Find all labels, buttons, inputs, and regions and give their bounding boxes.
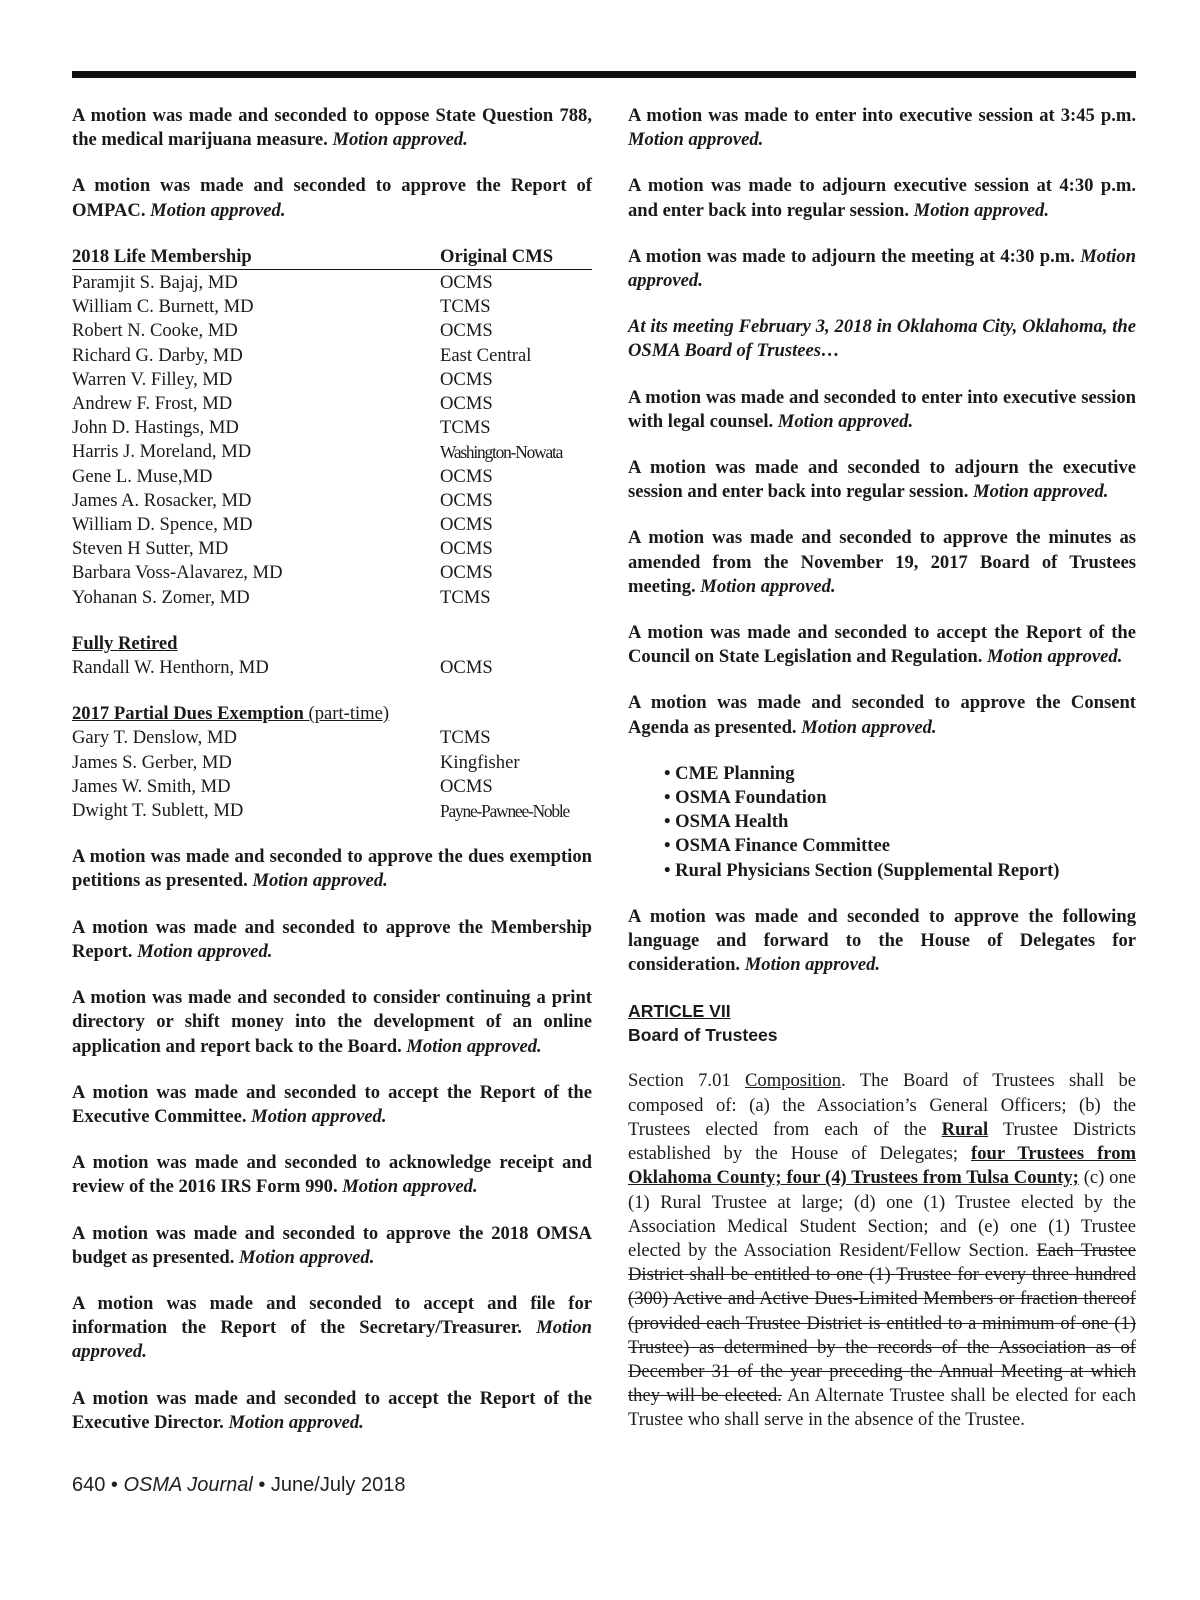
page-number: 640 • bbox=[72, 1474, 124, 1496]
table-row: Steven H Sutter, MD OCMS bbox=[72, 538, 493, 560]
table-row: Gene L. Muse,MD OCMS bbox=[72, 465, 493, 487]
motion-irs-990: A motion was made and seconded to acknowledge receipt and review of the 2016 IRS Form 990. Motion approved. bbox=[72, 1152, 592, 1198]
table-row: James S. Gerber, MD Kingfisher bbox=[72, 751, 520, 773]
list-item: • CME Planning bbox=[664, 762, 1136, 786]
article-heading bbox=[628, 999, 1136, 1047]
table-row: William C. Burnett, MD TCMS bbox=[72, 296, 491, 318]
partial-dues-table bbox=[72, 702, 592, 823]
top-rule bbox=[72, 71, 1136, 78]
motion-forward-language: A motion was made and seconded to approve the following language and forward to the House of Delegates for consideration. Motion approved. bbox=[628, 905, 1136, 976]
motion-executive-director: A motion was made and seconded to accept the Report of the Executive Director. Motion approved. bbox=[72, 1387, 592, 1433]
table-row: Richard G. Darby, MD East Central bbox=[72, 344, 532, 366]
list-item: • Rural Physicians Section (Supplemental Report) bbox=[664, 859, 1136, 883]
composition-term: Composition bbox=[745, 1070, 842, 1092]
struck-text: Each Trustee District shall be entitled to one (1) Trustee for every three hundred (300) Active and Active Dues-Limited Members or fraction thereof (provided each Trustee District is entitled to a minimum of one (1) Trustee) as determined by the records of the Association as of December 31 of the year preceding the Annual Meeting at which they will be elected. bbox=[628, 1239, 1137, 1407]
partial-dues-heading-line bbox=[72, 702, 592, 726]
motion-adjourn-meeting: A motion was made to adjourn the meeting at 4:30 p.m. Motion approved. bbox=[628, 245, 1136, 292]
table-row: Randall W. Henthorn, MD OCMS bbox=[72, 657, 493, 679]
table-row: Andrew F. Frost, MD OCMS bbox=[72, 393, 493, 415]
table-row: Barbara Voss-Alavarez, MD OCMS bbox=[72, 562, 493, 584]
motion-secretary-treasurer: A motion was made and seconded to accept and file for information the Report of the Secretary/Treasurer. Motion approved. bbox=[72, 1292, 592, 1363]
motion-omsa-budget: A motion was made and seconded to approve the 2018 OMSA budget as presented. Motion approved. bbox=[72, 1222, 592, 1268]
motion-enter-exec-session: A motion was made to enter into executive session at 3:45 p.m. Motion approved. bbox=[628, 105, 1136, 151]
partial-dues-heading: 2017 Partial Dues Exemption bbox=[72, 703, 304, 725]
original-cms-heading: Original CMS bbox=[440, 245, 592, 270]
table-row: James A. Rosacker, MD OCMS bbox=[72, 489, 493, 511]
motion-legal-counsel: A motion was made and seconded to enter into executive session with legal counsel. Motion approved. bbox=[628, 386, 1136, 432]
motion-consent-agenda: A motion was made and seconded to approve the Consent Agenda as presented. Motion approved. bbox=[628, 692, 1136, 738]
article-subtitle: Board of Trustees bbox=[628, 1025, 778, 1046]
table-row: Dwight T. Sublett, MD Payne-Pawnee-Noble bbox=[72, 800, 570, 822]
motion-regular-session: A motion was made and seconded to adjourn the executive session and enter back into regular session. Motion approved. bbox=[628, 457, 1136, 503]
section-7-01-text: Section 7.01 Composition. The Board of Trustees shall be composed of: (a) the Association’s General Officers; (b) the Trustees elected from each of the Rural Trustee Districts established by the House of Delegates; four Trustees from Oklahoma County; four (4) Trustees from Tulsa County; (c) one (1) Rural Trustee at large; (d) one (1) Trustee elected by the Association Medical Student Section; and (e) one (1) Trustee elected by the Association Resident/Fellow Section. Each Trustee District shall be entitled to one (1) Trustee for every three hundred (300) Active and Active Dues-Limited Members or fraction thereof (provided each Trustee District is entitled to a minimum of one (1) Trustee) as determined by the records of the Association as of December 31 of the year preceding the Annual Meeting at which they will be elected. An Alternate Trustee shall be elected for each Trustee who shall serve in the absence of the Trustee. bbox=[628, 1070, 1137, 1431]
life-membership-table bbox=[72, 245, 592, 610]
motion-print-directory: A motion was made and seconded to consider continuing a print directory or shift money into the development of an online application and report back to the Board. Motion approved. bbox=[72, 987, 592, 1057]
fully-retired-table bbox=[72, 632, 592, 680]
table-row: Paramjit S. Bajaj, MD OCMS bbox=[72, 272, 493, 294]
journal-name: OSMA Journal bbox=[123, 1474, 253, 1496]
table-row: Yohanan S. Zomer, MD TCMS bbox=[72, 586, 491, 608]
table-row: Warren V. Filley, MD OCMS bbox=[72, 368, 493, 390]
motion-state-legislation: A motion was made and seconded to accept the Report of the Council on State Legislation and Regulation. Motion approved. bbox=[628, 622, 1136, 668]
motion-adjourn-exec-session: A motion was made to adjourn executive session at 4:30 p.m. and enter back into regular session. Motion approved. bbox=[628, 175, 1136, 221]
meeting-intro: At its meeting February 3, 2018 in Oklahoma City, Oklahoma, the OSMA Board of Trustees… bbox=[628, 316, 1136, 362]
motion-minutes: A motion was made and seconded to approve the minutes as amended from the November 19, 2017 Board of Trustees meeting. Motion approved. bbox=[628, 527, 1136, 597]
fully-retired-heading: Fully Retired bbox=[72, 632, 178, 654]
list-item: • OSMA Health bbox=[664, 810, 1136, 834]
motion-sq788: A motion was made and seconded to oppose State Question 788, the medical marijuana measure. Motion approved. bbox=[72, 105, 592, 151]
table-row: Gary T. Denslow, MD TCMS bbox=[72, 727, 491, 749]
motion-membership-report: A motion was made and seconded to approve the Membership Report. Motion approved. bbox=[72, 916, 592, 962]
table-row: William D. Spence, MD OCMS bbox=[72, 514, 493, 536]
partial-dues-note: (part-time) bbox=[303, 703, 390, 725]
life-membership-heading: 2018 Life Membership bbox=[72, 245, 440, 270]
table-row: John D. Hastings, MD TCMS bbox=[72, 417, 491, 439]
list-item: • OSMA Foundation bbox=[664, 786, 1136, 810]
table-row: James W. Smith, MD OCMS bbox=[72, 775, 493, 797]
rural-term: Rural bbox=[941, 1118, 989, 1140]
motion-executive-committee: A motion was made and seconded to accept the Report of the Executive Committee. Motion approved. bbox=[72, 1081, 592, 1127]
table-row: Harris J. Moreland, MD Washington-Nowata bbox=[72, 441, 563, 463]
left-column bbox=[72, 104, 592, 1435]
issue-date: • June/July 2018 bbox=[252, 1474, 406, 1496]
table-row: Robert N. Cooke, MD OCMS bbox=[72, 320, 493, 342]
consent-agenda-list bbox=[628, 762, 1136, 883]
right-column bbox=[628, 104, 1136, 1433]
list-item: • OSMA Finance Committee bbox=[664, 834, 1136, 858]
article-title: ARTICLE VII bbox=[628, 1001, 731, 1022]
motion-ompac: A motion was made and seconded to approve the Report of OMPAC. Motion approved. bbox=[72, 175, 592, 221]
motion-dues-exemption: A motion was made and seconded to approve the dues exemption petitions as presented. Motion approved. bbox=[72, 846, 592, 892]
life-membership-header bbox=[72, 245, 592, 271]
inserted-text: four Trustees from Oklahoma County; four (4) Trustees from Tulsa County; bbox=[628, 1143, 1136, 1189]
page-footer bbox=[72, 1474, 405, 1497]
